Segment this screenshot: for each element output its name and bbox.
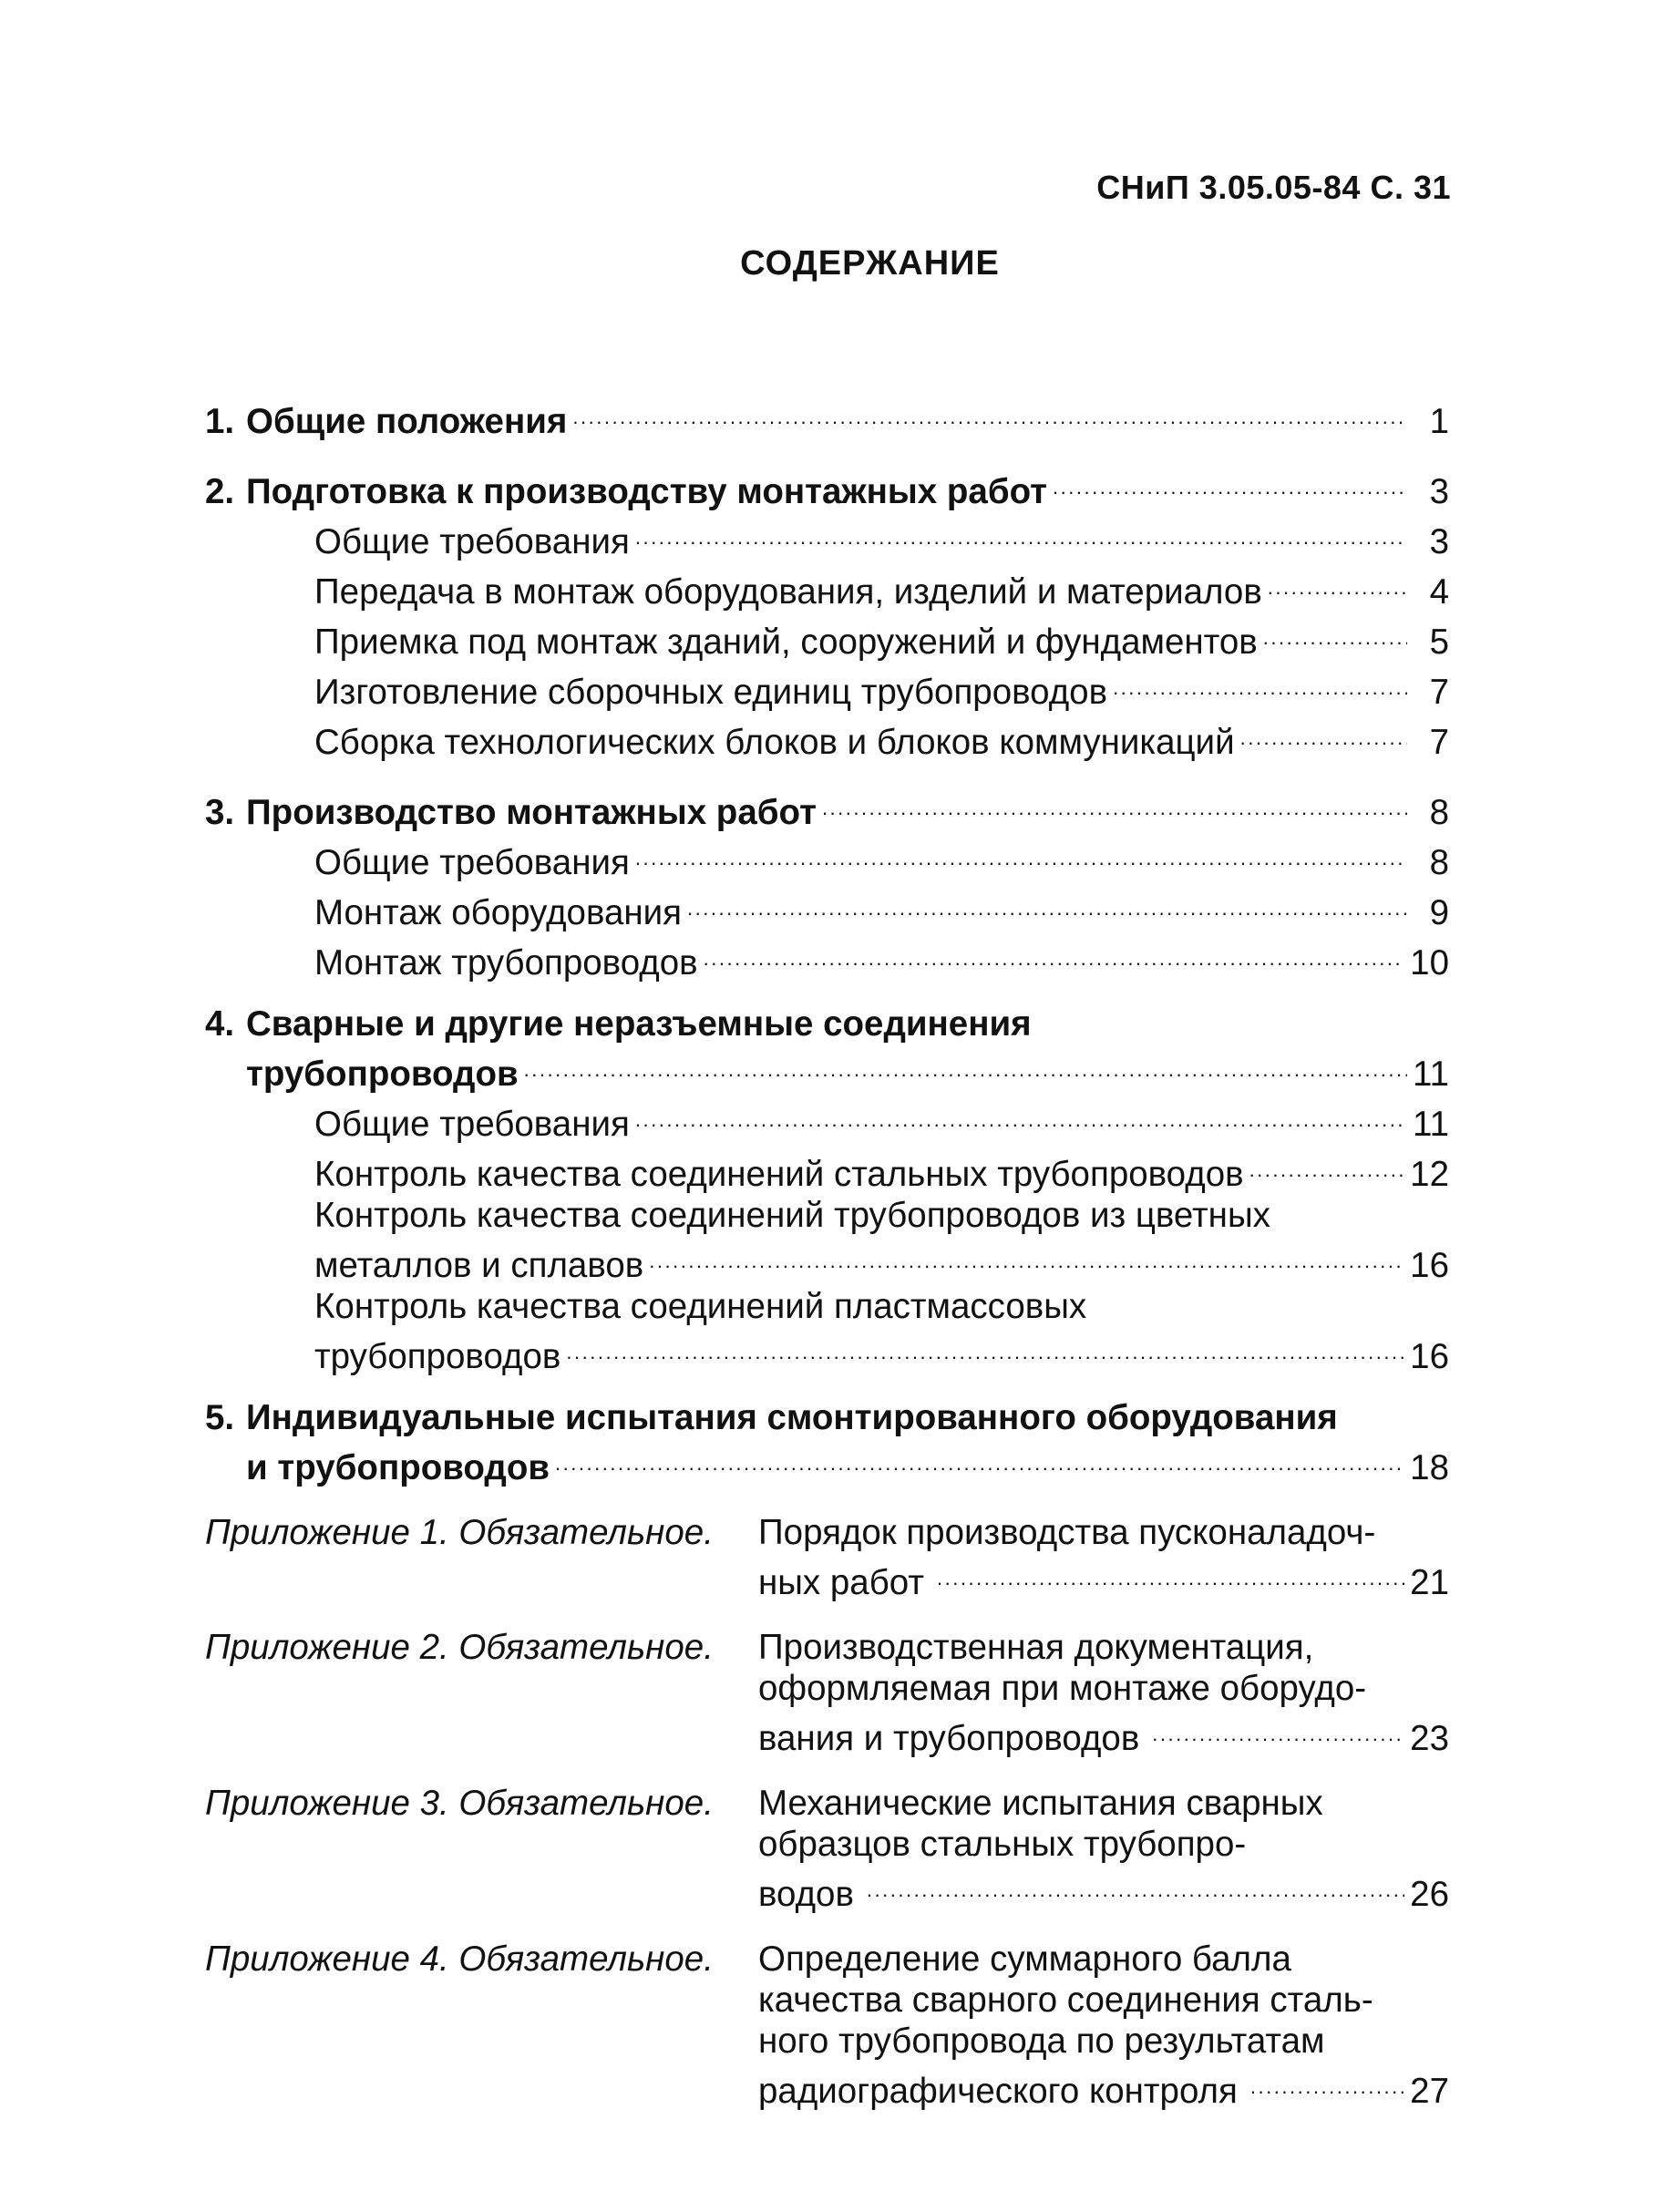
page-number: 8 xyxy=(1429,843,1449,882)
appendix-title-line: Производственная документация, xyxy=(758,1628,1314,1667)
subentry-title-line1: Контроль качества соединений трубопроводов из цветных xyxy=(314,1196,1270,1235)
dot-leader xyxy=(1053,462,1407,503)
appendix-title-line: Порядок производства пусконаладоч- xyxy=(758,1513,1376,1552)
toc-subentry[interactable] xyxy=(205,1145,1449,1195)
page-number: 3 xyxy=(1429,472,1449,511)
page-number: 4 xyxy=(1429,572,1449,612)
appendix-last-line xyxy=(758,1553,1449,1603)
page-number: 18 xyxy=(1410,1448,1449,1487)
appendix-title-line: образцов стальных трубопро- xyxy=(758,1825,1247,1864)
appendix-label: Приложение 2. Обязательное. xyxy=(205,1628,714,1667)
page-number: 23 xyxy=(1410,1719,1449,1758)
section-title-line1: Сварные и другие неразъемные соединения xyxy=(246,1004,1032,1044)
dot-leader xyxy=(635,1095,1407,1136)
section-title-line2: трубопроводов xyxy=(246,1055,519,1094)
page-number: 5 xyxy=(1429,622,1449,662)
dot-leader xyxy=(822,783,1407,824)
appendix-last-line xyxy=(758,2062,1449,2112)
toc-subentry[interactable] xyxy=(205,1236,1449,1286)
toc-subentry[interactable] xyxy=(205,663,1449,713)
page-number: 26 xyxy=(1410,1875,1449,1914)
appendix-label: Приложение 1. Обязательное. xyxy=(205,1513,714,1552)
subentry-title: Монтаж трубопроводов xyxy=(314,943,698,983)
appendix-body xyxy=(758,1939,1449,2112)
appendix-body xyxy=(758,1627,1449,1759)
appendix-label: Приложение 4. Обязательное. xyxy=(205,1939,714,1979)
toc-entry[interactable] xyxy=(205,392,1449,442)
subentry-title: Общие требования xyxy=(314,522,630,561)
dot-leader xyxy=(572,392,1407,433)
subentry-title: Общие требования xyxy=(314,843,630,882)
toc-subentry[interactable] xyxy=(205,512,1449,562)
toc-subentry[interactable] xyxy=(205,562,1449,612)
section-number: 3. xyxy=(205,793,235,832)
page-number: 11 xyxy=(1413,1055,1449,1094)
toc-subentry[interactable] xyxy=(205,1327,1449,1377)
appendix-title-line: Механические испытания сварных xyxy=(758,1784,1323,1823)
appendix-title-line: водов xyxy=(758,1875,854,1914)
section-number: 5. xyxy=(205,1398,235,1437)
toc-subentry[interactable] xyxy=(205,1095,1449,1145)
subentry-title-line2: металлов и сплавов xyxy=(314,1246,644,1285)
dot-leader xyxy=(1152,1709,1404,1750)
subentry-title: Передача в монтаж оборудования, изделий и материалов xyxy=(314,572,1262,612)
page-title: СОДЕРЖАНИЕ xyxy=(740,244,1000,283)
page-number: 27 xyxy=(1410,2072,1449,2111)
toc-subentry[interactable] xyxy=(205,833,1449,883)
page-number: 9 xyxy=(1429,893,1449,932)
dot-leader xyxy=(1250,2062,1404,2103)
section-title-line1: Индивидуальные испытания смонтированного оборудования xyxy=(246,1398,1338,1437)
toc-section-2 xyxy=(205,462,1449,763)
appendix-entry-4[interactable] xyxy=(205,1939,1449,2112)
appendix-body xyxy=(758,1512,1449,1603)
toc-entry[interactable] xyxy=(205,783,1449,833)
subentry-title: Общие требования xyxy=(314,1105,630,1144)
appendix-title-line: качества сварного соединения сталь- xyxy=(758,1981,1373,2020)
toc-subentry[interactable] xyxy=(205,933,1449,983)
toc-subentry[interactable] xyxy=(205,612,1449,663)
toc-entry-first-line[interactable] xyxy=(205,1397,1449,1438)
toc-section-5 xyxy=(205,1397,1449,1488)
page-number: 10 xyxy=(1410,943,1449,983)
appendix-title-line: ного трубопровода по результатам xyxy=(758,2022,1325,2061)
page-number: 7 xyxy=(1429,673,1449,712)
running-header: СНиП 3.05.05-84 С. 31 xyxy=(1096,169,1451,206)
subentry-title-line2: трубопроводов xyxy=(314,1337,561,1376)
subentry-title: Монтаж оборудования xyxy=(314,893,682,932)
toc-entry-continuation[interactable] xyxy=(205,1438,1449,1488)
section-number: 2. xyxy=(205,472,235,511)
toc-subentry[interactable] xyxy=(205,883,1449,933)
toc-subentry-first-line[interactable] xyxy=(205,1286,1449,1327)
dot-leader xyxy=(1113,663,1407,704)
dot-leader xyxy=(704,933,1405,974)
dot-leader xyxy=(687,883,1407,924)
dot-leader xyxy=(635,833,1407,874)
toc-entry-first-line[interactable] xyxy=(205,1003,1449,1044)
section-number: 1. xyxy=(205,402,235,441)
dot-leader xyxy=(649,1236,1404,1277)
appendix-title-line: оформляемая при монтаже оборудо- xyxy=(758,1669,1367,1708)
toc-entry[interactable] xyxy=(205,462,1449,512)
dot-leader xyxy=(1268,562,1407,603)
subentry-title: Приемка под монтаж зданий, сооружений и фундаментов xyxy=(314,622,1258,662)
toc-section-4 xyxy=(205,1003,1449,1377)
appendix-entry-3[interactable] xyxy=(205,1783,1449,1915)
toc-section-1 xyxy=(205,392,1449,442)
dot-leader xyxy=(1240,713,1407,754)
page-number: 21 xyxy=(1410,1563,1449,1602)
page-number: 3 xyxy=(1429,522,1449,561)
appendix-title-line: вания и трубопроводов xyxy=(758,1719,1140,1758)
page-number: 11 xyxy=(1413,1105,1449,1144)
appendix-label: Приложение 3. Обязательное. xyxy=(205,1784,714,1823)
dot-leader xyxy=(566,1327,1404,1368)
page-number: 12 xyxy=(1410,1155,1449,1194)
subentry-title: Сборка технологических блоков и блоков коммуникаций xyxy=(314,723,1235,762)
appendix-entry-1[interactable] xyxy=(205,1512,1449,1603)
dot-leader xyxy=(1263,612,1407,653)
dot-leader xyxy=(524,1044,1407,1085)
appendix-body xyxy=(758,1783,1449,1915)
section-title: Производство монтажных работ xyxy=(246,793,817,832)
dot-leader xyxy=(1249,1145,1405,1186)
appendix-title-line: радиографического контроля xyxy=(758,2072,1238,2111)
table-of-contents xyxy=(205,392,1449,2112)
appendix-title-line: ных работ xyxy=(758,1563,924,1602)
dot-leader xyxy=(937,1553,1404,1594)
subentry-title-line1: Контроль качества соединений пластмассовых xyxy=(314,1287,1087,1326)
dot-leader xyxy=(867,1865,1404,1906)
appendix-last-line xyxy=(758,1865,1449,1915)
page-number: 8 xyxy=(1429,793,1449,832)
dot-leader xyxy=(555,1438,1404,1479)
toc-subentry-first-line[interactable] xyxy=(205,1195,1449,1236)
subentry-title: Изготовление сборочных единиц трубопроводов xyxy=(314,673,1108,712)
toc-entry-continuation[interactable] xyxy=(205,1044,1449,1095)
toc-subentry[interactable] xyxy=(205,713,1449,763)
appendix-title-line: Определение суммарного балла xyxy=(758,1939,1291,1979)
page-number: 16 xyxy=(1410,1246,1449,1285)
section-title: Подготовка к производству монтажных работ xyxy=(246,472,1048,511)
page-number: 16 xyxy=(1410,1337,1449,1376)
appendix-entry-2[interactable] xyxy=(205,1627,1449,1759)
toc-section-3 xyxy=(205,783,1449,983)
appendix-last-line xyxy=(758,1709,1449,1759)
page-number: 7 xyxy=(1429,723,1449,762)
dot-leader xyxy=(635,512,1407,553)
page-number: 1 xyxy=(1429,402,1449,441)
subentry-title: Контроль качества соединений стальных трубопроводов xyxy=(314,1155,1244,1194)
section-number: 4. xyxy=(205,1004,235,1044)
section-title-line2: и трубопроводов xyxy=(246,1448,550,1487)
section-title: Общие положения xyxy=(246,402,568,441)
